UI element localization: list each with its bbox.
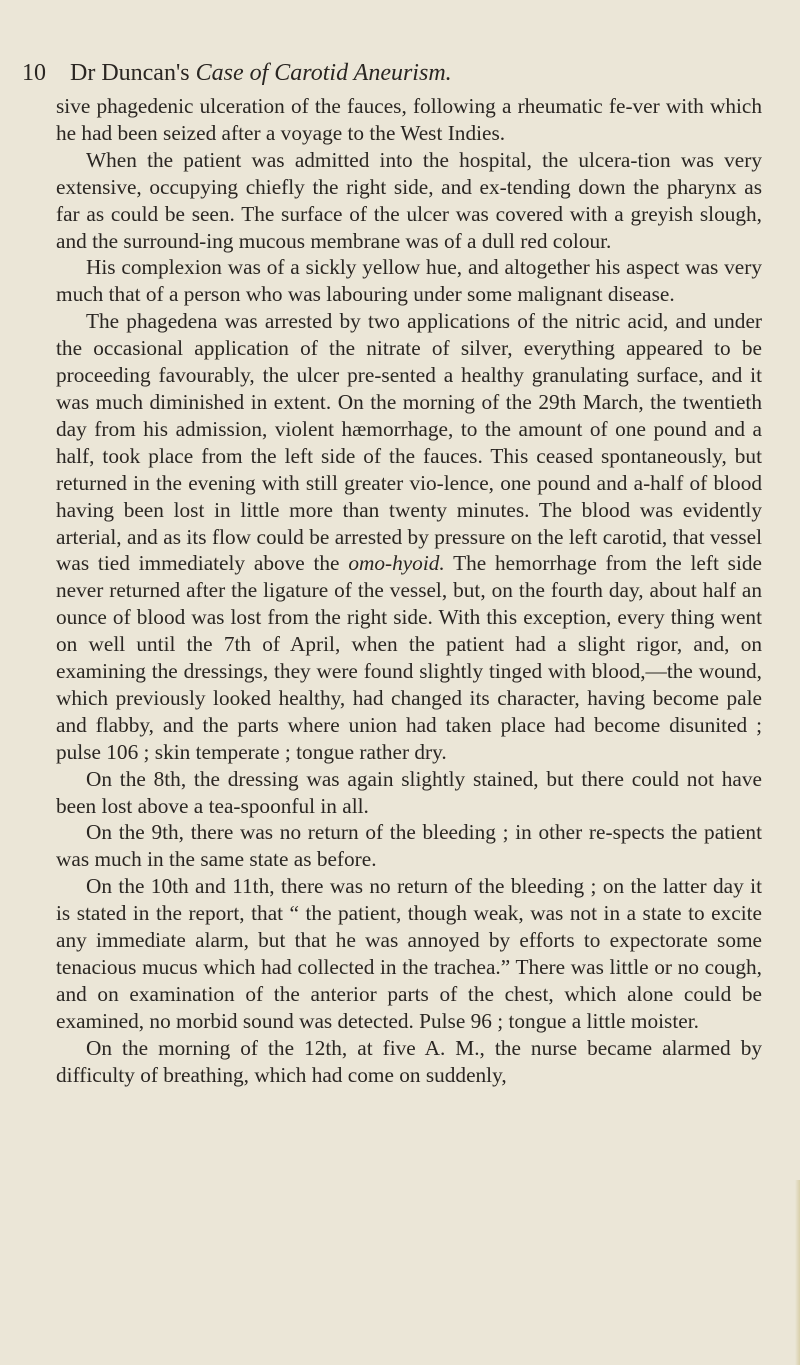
page-number: 10 (22, 60, 46, 86)
paragraph: When the patient was admitted into the hospital, the ulcera-tion was very extensive, occupying chiefly the right side, and ex-tending down the pharynx as far as could be seen. The surface of the ulcer was covered with a greyish slough, and the surround-ing mucous membrane was of a dull red colour. (56, 147, 762, 253)
paragraph-text: The hemorrhage from the left side never returned after the ligature of the vessel, but, on the fourth day, about half an ounce of blood was lost from the right side. With this exception, every thing went on well until the 7th of April, when the patient had a slight rigor, and, on examining the dressings, they were found slightly tinged with blood,—the wound, which previously looked healthy, had changed its character, having become pale and flabby, and the parts where union had taken place had become disunited ; pulse 106 ; skin temperate ; tongue rather dry. (56, 551, 762, 764)
paragraph: On the 8th, the dressing was again slightly stained, but there could not have been lost above a tea-spoonful in all. (56, 766, 762, 818)
paragraph-text: The phagedena was arrested by two applications of the nitric acid, and under the occasional application of the nitrate of silver, everything appeared to be proceeding favourably, the ulcer pre-sented a healthy granulating surface, and it was much diminished in extent. On the morning of the 29th March, the twentieth day from his admission, violent hæmorrhage, to the amount of one pound and a half, took place from the left side of the fauces. This ceased spontaneously, but returned in the evening with still greater vio-lence, one pound and a-half of blood having been lost in little more than twenty minutes. The blood was evidently arterial, and as its flow could be arrested by pressure on the left carotid, that vessel was tied immediately above the (56, 309, 762, 576)
paragraph (56, 308, 762, 765)
paragraph: On the 9th, there was no return of the bleeding ; in other re-spects the patient was much in the same state as before. (56, 820, 762, 872)
paragraph: On the 10th and 11th, there was no return of the bleeding ; on the latter day it is stated in the report, that “ the patient, though weak, was not in a state to excite any immediate alarm, but that he was annoyed by efforts to expectorate some tenacious mucus which had collected in the trachea.” There was little or no cough, and on examination of the anterior parts of the chest, which alone could be examined, no morbid sound was detected. Pulse 96 ; tongue a little moister. (56, 874, 762, 1033)
paragraph: His complexion was of a sickly yellow hue, and altogether his aspect was very much that of a person who was labouring under some malignant disease. (56, 255, 762, 307)
header-title: Case of Carotid Aneurism. (195, 60, 452, 86)
running-header (22, 58, 762, 88)
header-author: Dr Duncan's (70, 60, 190, 86)
italic-term: omo-hyoid. (348, 551, 445, 576)
page-edge-stain (795, 1180, 800, 1365)
paragraph: sive phagedenic ulceration of the fauces, following a rheumatic fe-ver with which he had been seized after a voyage to the West Indies. (56, 94, 762, 145)
body-text (56, 93, 762, 1089)
paragraph: On the morning of the 12th, at five A. M., the nurse became alarmed by difficulty of breathing, which had come on suddenly, (56, 1035, 762, 1087)
